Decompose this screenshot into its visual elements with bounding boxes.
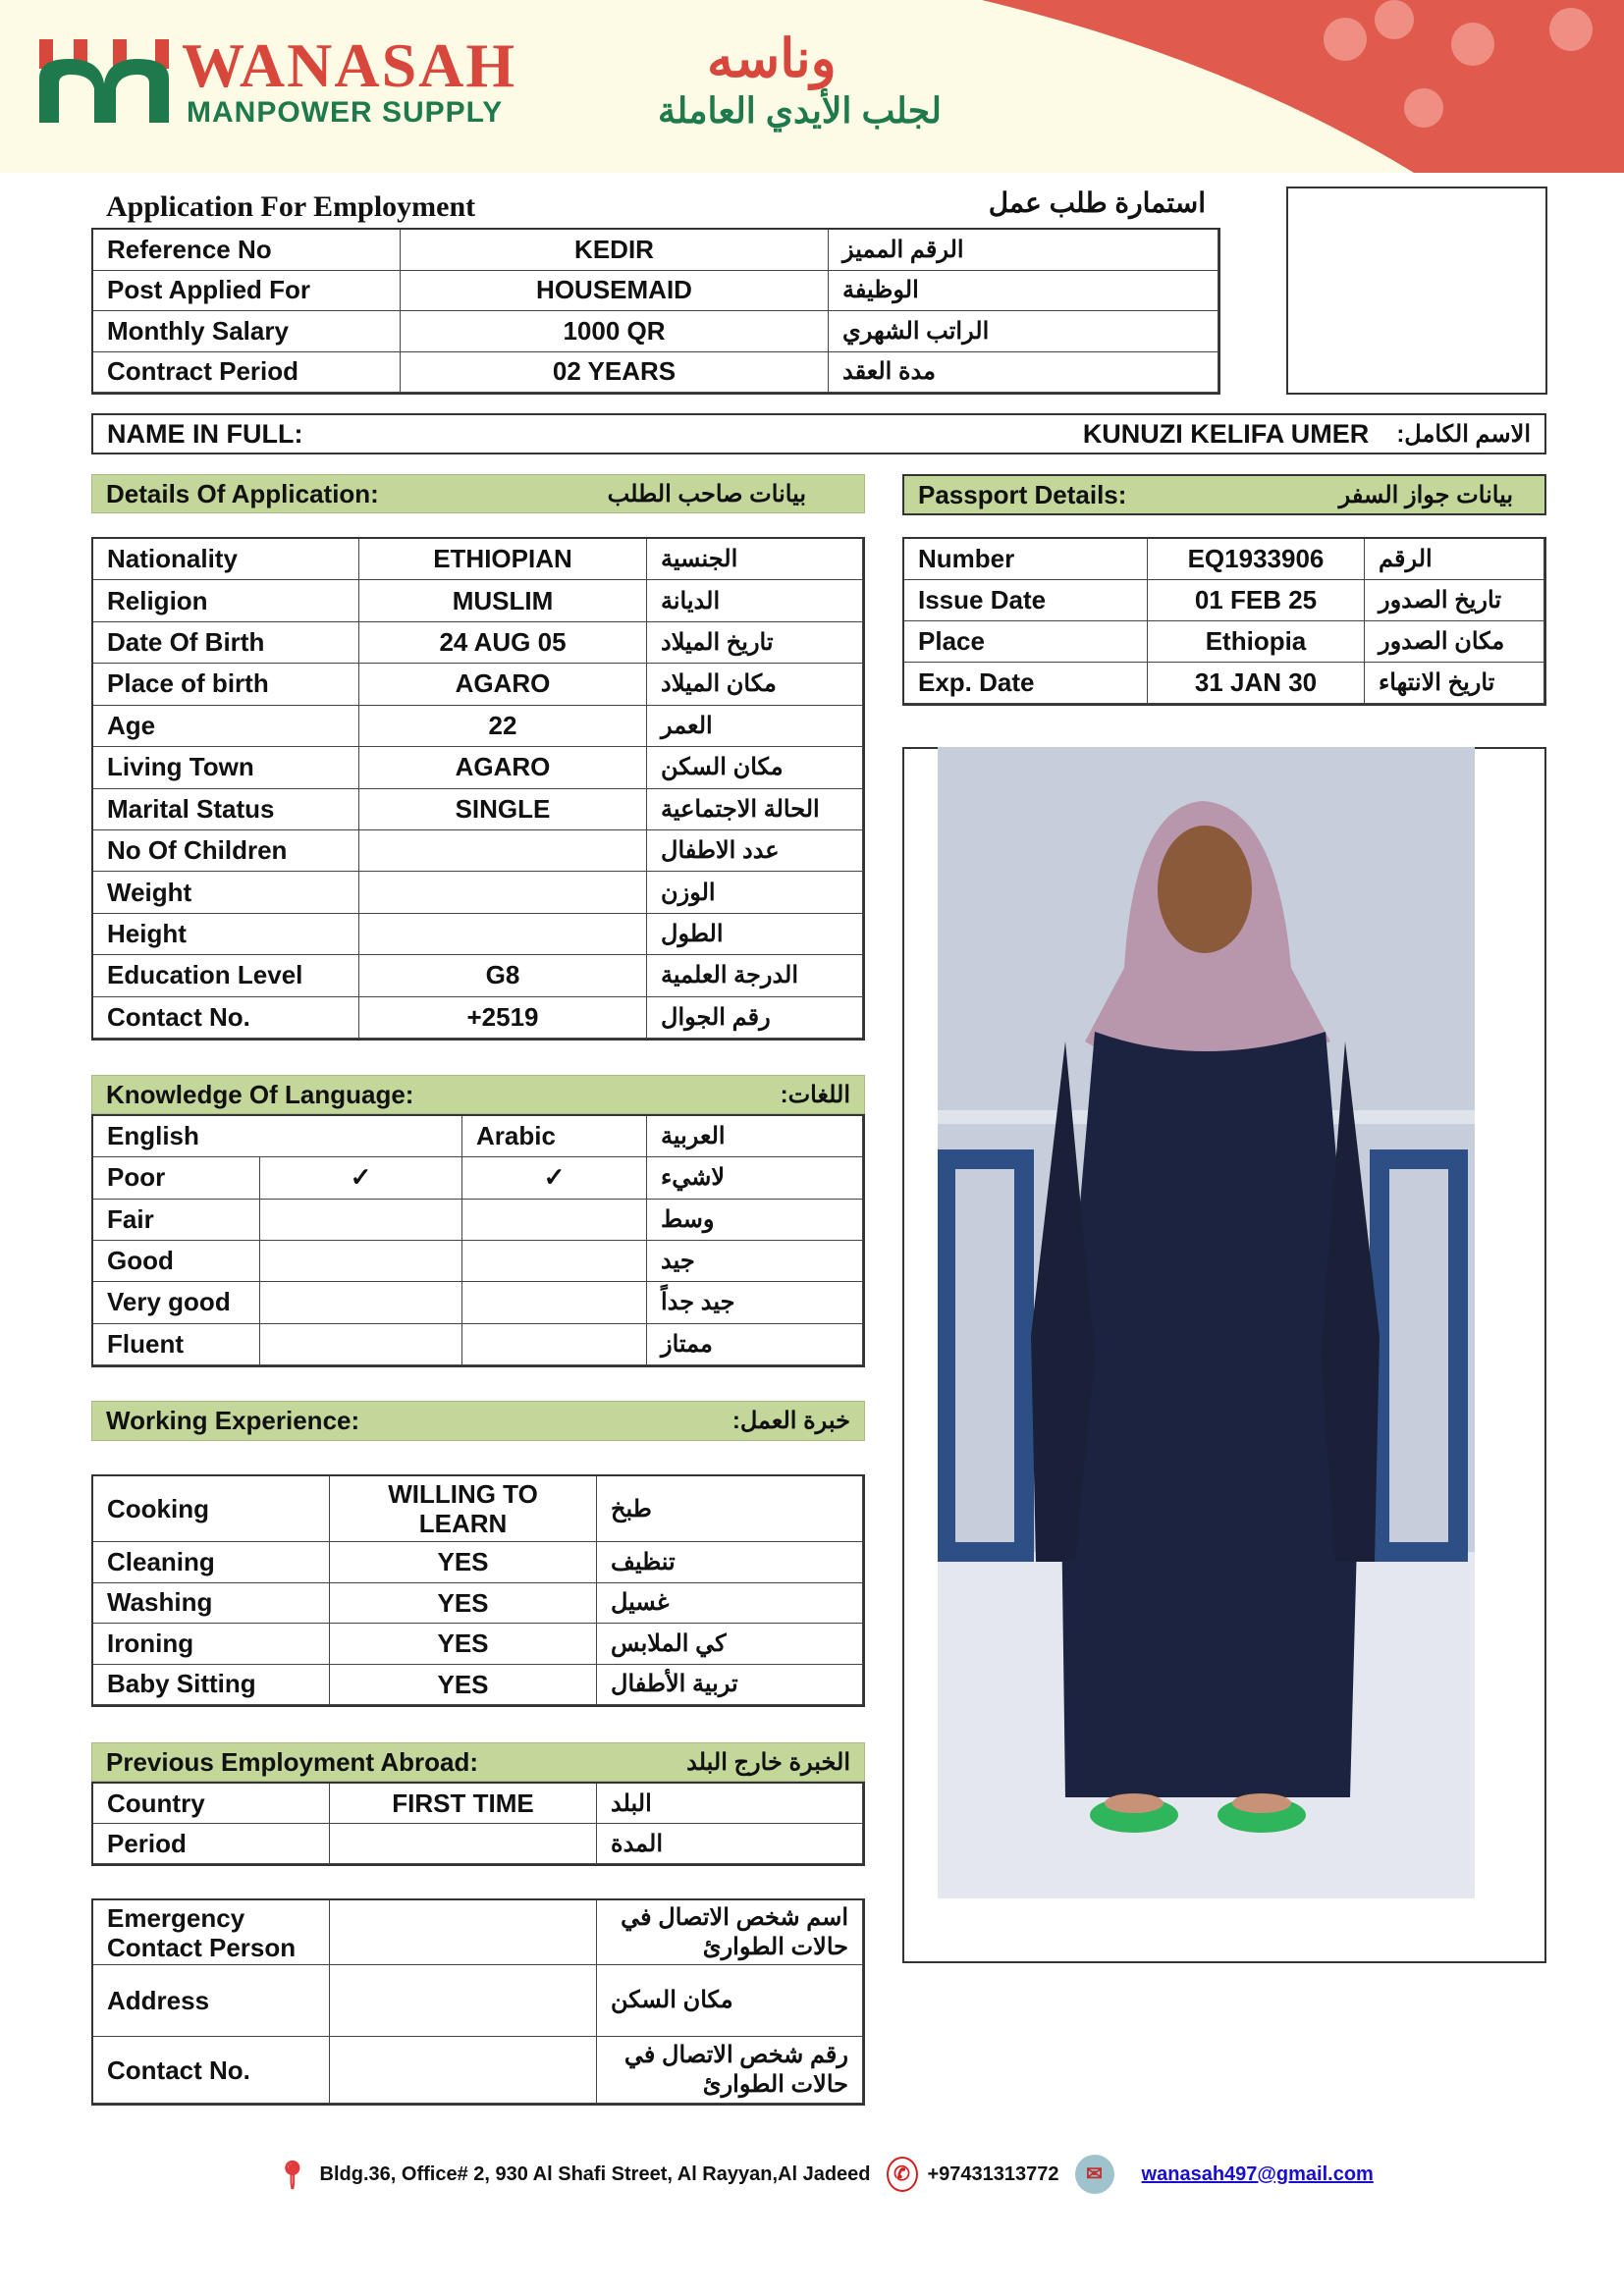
- full-name-label: NAME IN FULL:: [107, 418, 303, 449]
- row-label-ar: مكان الصدور: [1365, 621, 1544, 663]
- row-label-ar: الحالة الاجتماعية: [647, 789, 863, 830]
- level-label: Poor: [93, 1157, 260, 1199]
- row-value: ETHIOPIAN: [359, 539, 647, 580]
- english-check: [260, 1282, 462, 1323]
- full-name-value: KUNUZI KELIFA UMER: [1082, 418, 1370, 449]
- row-label-ar: اسم شخص الاتصال في حالات الطوارئ: [597, 1900, 863, 1965]
- applicant-details-table: [91, 537, 865, 1041]
- row-value: 1000 QR: [401, 311, 829, 352]
- row-label-ar: الدرجة العلمية: [647, 955, 863, 996]
- row-label-ar: الرقم المميز: [829, 230, 1218, 271]
- tagline-ar: لجلب الأيدي العاملة: [658, 90, 942, 131]
- row-value: +2519: [359, 997, 647, 1039]
- row-label-ar: مدة العقد: [829, 352, 1218, 394]
- row-label-ar: تاريخ الصدور: [1365, 580, 1544, 621]
- level-label-ar: لاشيء: [647, 1157, 863, 1199]
- row-label: Date Of Birth: [93, 622, 359, 664]
- phone-icon: ✆: [887, 2157, 918, 2192]
- row-value: SINGLE: [359, 789, 647, 830]
- row-label-ar: مكان السكن: [597, 1965, 863, 2037]
- row-value: YES: [330, 1542, 597, 1583]
- row-value: [359, 872, 647, 913]
- row-value: [359, 830, 647, 872]
- row-value: 31 JAN 30: [1148, 663, 1365, 704]
- row-label-ar: تربية الأطفال: [597, 1665, 863, 1706]
- row-label: Ironing: [93, 1624, 330, 1665]
- application-summary-table: [91, 228, 1220, 395]
- row-label-ar: المدة: [597, 1824, 863, 1864]
- level-label: Good: [93, 1241, 260, 1282]
- previous-header-en: Previous Employment Abroad:: [106, 1746, 478, 1777]
- full-name-row: [91, 413, 1546, 454]
- row-value: WILLING TO LEARN: [330, 1476, 597, 1542]
- logo-text-en: WANASAH: [182, 30, 517, 100]
- row-label: Age: [93, 706, 359, 747]
- english-check: ✓: [260, 1157, 462, 1199]
- row-value: [330, 2037, 597, 2104]
- row-value: YES: [330, 1624, 597, 1665]
- row-label-ar: الوظيفة: [829, 271, 1218, 312]
- full-name-label-ar: الاسم الكامل:: [1396, 420, 1531, 448]
- row-label-ar: الديانة: [647, 580, 863, 621]
- language-header-ar: اللغات:: [780, 1081, 850, 1108]
- row-label: Baby Sitting: [93, 1665, 330, 1706]
- work-header-en: Working Experience:: [106, 1406, 360, 1435]
- footer-phone: +97431313772: [927, 2163, 1059, 2185]
- row-label-ar: مكان السكن: [647, 747, 863, 788]
- language-header-en: Knowledge Of Language:: [106, 1079, 414, 1109]
- row-label-ar: كي الملابس: [597, 1624, 863, 1665]
- row-label: Post Applied For: [93, 271, 401, 312]
- row-label: Country: [93, 1784, 330, 1824]
- level-label-ar: جيد: [647, 1241, 863, 1282]
- row-label: Cleaning: [93, 1542, 330, 1583]
- row-value: [359, 914, 647, 955]
- work-experience-table: [91, 1474, 865, 1707]
- row-label: Education Level: [93, 955, 359, 996]
- row-value: YES: [330, 1583, 597, 1625]
- row-label: Number: [904, 539, 1148, 580]
- row-value: AGARO: [359, 664, 647, 705]
- row-value: FIRST TIME: [330, 1784, 597, 1824]
- row-label-ar: الرقم: [1365, 539, 1544, 580]
- row-value: 22: [359, 706, 647, 747]
- emergency-contact-table: [91, 1898, 865, 2106]
- row-label: Exp. Date: [904, 663, 1148, 704]
- row-value: AGARO: [359, 747, 647, 788]
- row-label-ar: تاريخ الانتهاء: [1365, 663, 1544, 704]
- row-label-ar: البلد: [597, 1784, 863, 1824]
- previous-header-ar: الخبرة خارج البلد: [686, 1748, 850, 1776]
- row-value: [330, 1824, 597, 1864]
- details-header-en: Details Of Application:: [106, 478, 379, 508]
- row-label-ar: مكان الميلاد: [647, 664, 863, 705]
- row-label-ar: رقم الجوال: [647, 997, 863, 1039]
- previous-employment-header: [91, 1742, 865, 1782]
- row-label: Living Town: [93, 747, 359, 788]
- row-label: No Of Children: [93, 830, 359, 872]
- row-label: Contact No.: [93, 997, 359, 1039]
- english-check: [260, 1241, 462, 1282]
- english-check: [260, 1200, 462, 1241]
- row-label: Place of birth: [93, 664, 359, 705]
- row-label: Emergency Contact Person: [93, 1900, 330, 1965]
- details-header-ar: بيانات صاحب الطلب: [607, 480, 806, 507]
- row-label: Period: [93, 1824, 330, 1864]
- form-title-ar: استمارة طلب عمل: [988, 187, 1206, 218]
- level-label: Fair: [93, 1200, 260, 1241]
- row-label-ar: غسيل: [597, 1583, 863, 1625]
- row-value: Ethiopia: [1148, 621, 1365, 663]
- row-label-ar: العمر: [647, 706, 863, 747]
- photo-placeholder-box: [1286, 187, 1547, 395]
- tagline-en: MANPOWER SUPPLY: [187, 96, 504, 129]
- row-value: 02 YEARS: [401, 352, 829, 394]
- footer-contact: [275, 2155, 1374, 2194]
- details-section-header: [91, 474, 865, 513]
- row-label: Religion: [93, 580, 359, 621]
- row-label: Place: [904, 621, 1148, 663]
- applicant-photo: [938, 747, 1475, 1898]
- row-label-ar: الجنسية: [647, 539, 863, 580]
- row-label: Marital Status: [93, 789, 359, 830]
- row-label: Contract Period: [93, 352, 401, 394]
- row-value: MUSLIM: [359, 580, 647, 621]
- passport-section-header: [902, 474, 1546, 515]
- row-label: Weight: [93, 872, 359, 913]
- passport-details-table: [902, 537, 1546, 706]
- row-label: Washing: [93, 1583, 330, 1625]
- passport-header-en: Passport Details:: [918, 479, 1127, 509]
- location-pin-icon: 📍︎: [275, 2159, 310, 2190]
- level-label-ar: وسط: [647, 1200, 863, 1241]
- arabic-check: [462, 1241, 647, 1282]
- row-value: KEDIR: [401, 230, 829, 271]
- row-value: YES: [330, 1665, 597, 1706]
- level-label: Very good: [93, 1282, 260, 1323]
- row-label: Cooking: [93, 1476, 330, 1542]
- row-value: 01 FEB 25: [1148, 580, 1365, 621]
- row-label: Contact No.: [93, 2037, 330, 2104]
- row-label: Height: [93, 914, 359, 955]
- language-section-header: [91, 1075, 865, 1114]
- arabic-check: [462, 1324, 647, 1365]
- letterhead: [0, 0, 1624, 173]
- arabic-check: [462, 1200, 647, 1241]
- row-value: HOUSEMAID: [401, 271, 829, 312]
- english-check: [260, 1324, 462, 1365]
- row-label: Address: [93, 1965, 330, 2037]
- row-label-ar: تاريخ الميلاد: [647, 622, 863, 664]
- row-value: [330, 1900, 597, 1965]
- logo-text-ar: وناسه: [707, 29, 837, 88]
- passport-header-ar: بيانات جواز السفر: [1338, 481, 1513, 508]
- row-value: [330, 1965, 597, 2037]
- level-label: Fluent: [93, 1324, 260, 1365]
- arabic-check: [462, 1282, 647, 1323]
- row-label-ar: طبخ: [597, 1476, 863, 1542]
- row-label: Nationality: [93, 539, 359, 580]
- row-label-ar: عدد الاطفال: [647, 830, 863, 872]
- footer-email-link[interactable]: wanasah497@gmail.com: [1141, 2163, 1374, 2185]
- row-label: Monthly Salary: [93, 311, 401, 352]
- language-col-english: English: [93, 1116, 462, 1157]
- level-label-ar: ممتاز: [647, 1324, 863, 1365]
- arabic-check: ✓: [462, 1157, 647, 1199]
- level-label-ar: جيد جداً: [647, 1282, 863, 1323]
- work-header-ar: خبرة العمل:: [731, 1408, 850, 1434]
- row-label-ar: تنظيف: [597, 1542, 863, 1583]
- footer-address: Bldg.36, Office# 2, 930 Al Shafi Street, Al Rayyan,Al Jadeed: [319, 2163, 871, 2185]
- language-table: [91, 1114, 865, 1367]
- company-logo-icon: [39, 39, 177, 123]
- row-value: G8: [359, 955, 647, 996]
- form-title: Application For Employment: [106, 190, 476, 223]
- row-value: 24 AUG 05: [359, 622, 647, 664]
- language-col-arabic-ar: العربية: [647, 1116, 863, 1157]
- row-label-ar: الطول: [647, 914, 863, 955]
- work-section-header: [91, 1401, 865, 1441]
- row-label-ar: الوزن: [647, 872, 863, 913]
- row-label: Reference No: [93, 230, 401, 271]
- row-label-ar: رقم شخص الاتصال في حالات الطوارئ: [597, 2037, 863, 2104]
- row-label-ar: الراتب الشهري: [829, 311, 1218, 352]
- row-value: EQ1933906: [1148, 539, 1365, 580]
- previous-employment-table: [91, 1782, 865, 1866]
- email-icon: ✉: [1075, 2155, 1114, 2194]
- language-col-arabic: Arabic: [462, 1116, 647, 1157]
- row-label: Issue Date: [904, 580, 1148, 621]
